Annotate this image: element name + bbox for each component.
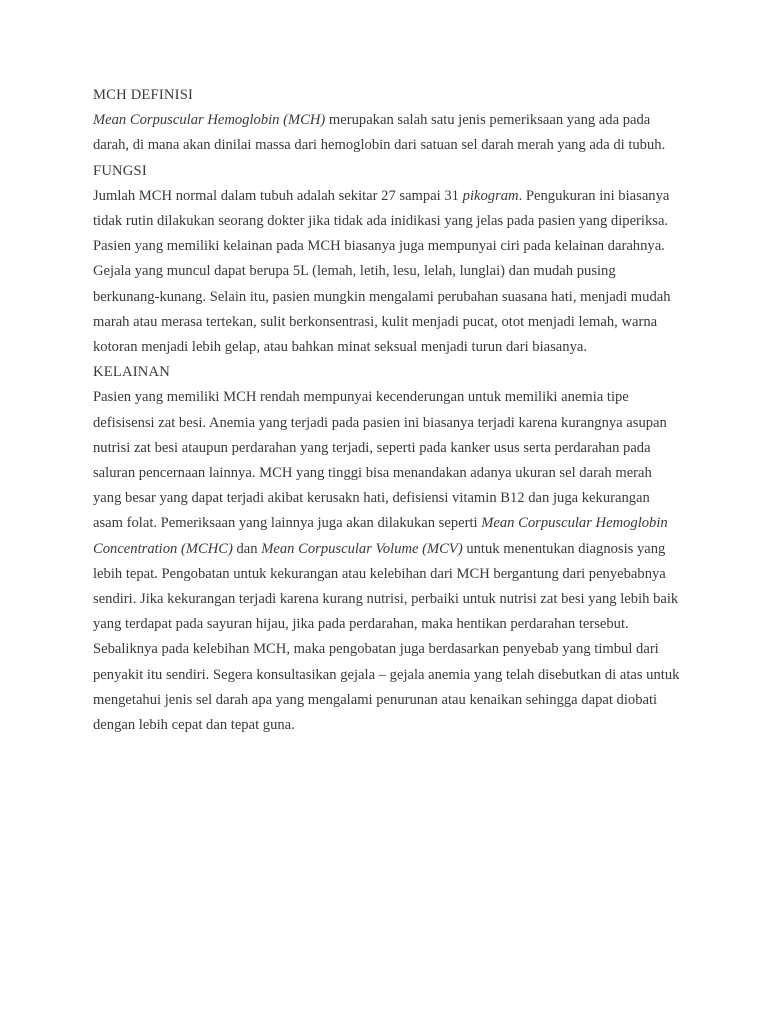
paragraph-definisi xyxy=(93,108,683,158)
document-body xyxy=(93,83,683,738)
term-mcv: Mean Corpuscular Volume (MCV) xyxy=(261,540,463,557)
paragraph-kelainan-text-a: Pasien yang memiliki MCH rendah mempunyai kecenderungan untuk memiliki anemia tipe defisisensi zat besi. Anemia yang terjadi pada pasien ini biasanya terjadi karena kurangnya asupan nutrisi zat besi ataupun perdarahan yang terjadi, seperti pada kanker usus serta perdarahan pada saluran pencernaan lainnya. MCH yang tinggi bisa menandakan adanya ukuran sel darah merah yang besar yang dapat terjadi akibat kerusakn hati, defisiensi vitamin B12 dan juga kekurangan asam folat. Pemeriksaan yang lainnya juga akan dilakukan seperti xyxy=(93,389,667,532)
paragraph-kelainan xyxy=(93,385,683,738)
heading-kelainan: KELAINAN xyxy=(93,364,170,381)
heading-fungsi: FUNGSI xyxy=(93,162,147,179)
paragraph-fungsi-text-b: . Pengukuran ini biasanya tidak rutin dilakukan seorang dokter jika tidak ada inidikasi yang jelas pada pasien yang diperiksa. Pasien yang memiliki kelainan pada MCH biasanya juga mempunyai ciri pada kelainan darahnya. Gejala yang muncul dapat berupa 5L (lemah, letih, lesu, lelah, lunglai) dan mudah pusing berkunang-kunang. Selain itu, pasien mungkin mengalami perubahan suasana hati, menjadi mudah marah atau merasa tertekan, sulit berkonsentrasi, kulit menjadi pucat, otot menjadi lemah, warna kotoran menjadi lebih gelap, atau bahkan minat seksual menjadi turun dari biasanya. xyxy=(93,187,671,356)
paragraph-definisi-text: merupakan salah satu jenis pemeriksaan yang ada pada darah, di mana akan dinilai massa dari hemoglobin dari satuan sel darah merah yang ada di tubuh. xyxy=(93,112,666,154)
paragraph-fungsi-text-a: Jumlah MCH normal dalam tubuh adalah sekitar 27 sampai 31 xyxy=(93,187,463,204)
paragraph-kelainan-text-b: dan xyxy=(232,540,262,557)
term-mch: Mean Corpuscular Hemoglobin (MCH) xyxy=(93,112,326,129)
term-mchc: Mean Corpuscular Hemoglobin Concentration (MCHC) xyxy=(93,515,668,557)
heading-definisi: MCH DEFINISI xyxy=(93,87,194,103)
term-pikogram: pikogram xyxy=(462,187,519,204)
paragraph-kelainan-text-c: untuk menentukan diagnosis yang lebih tepat. Pengobatan untuk kekurangan atau kelebihan dari MCH bergantung dari penyebabnya sendiri. Jika kekurangan terjadi karena kurang nutrisi, perbaiki untuk nutrisi zat besi yang lebih baik yang terdapat pada sayuran hijau, jika pada perdarahan, maka hentikan perdarahan tersebut. Sebaliknya pada kelebihan MCH, maka pengobatan juga berdasarkan penyebab yang timbul dari penyakit itu sendiri. Segera konsultasikan gejala – gejala anemia yang telah disebutkan di atas untuk mengetahui jenis sel darah apa yang mengalami penurunan atau kenaikan sehingga dapat diobati dengan lebih cepat dan tepat guna. xyxy=(93,540,680,734)
paragraph-fungsi xyxy=(93,184,683,360)
